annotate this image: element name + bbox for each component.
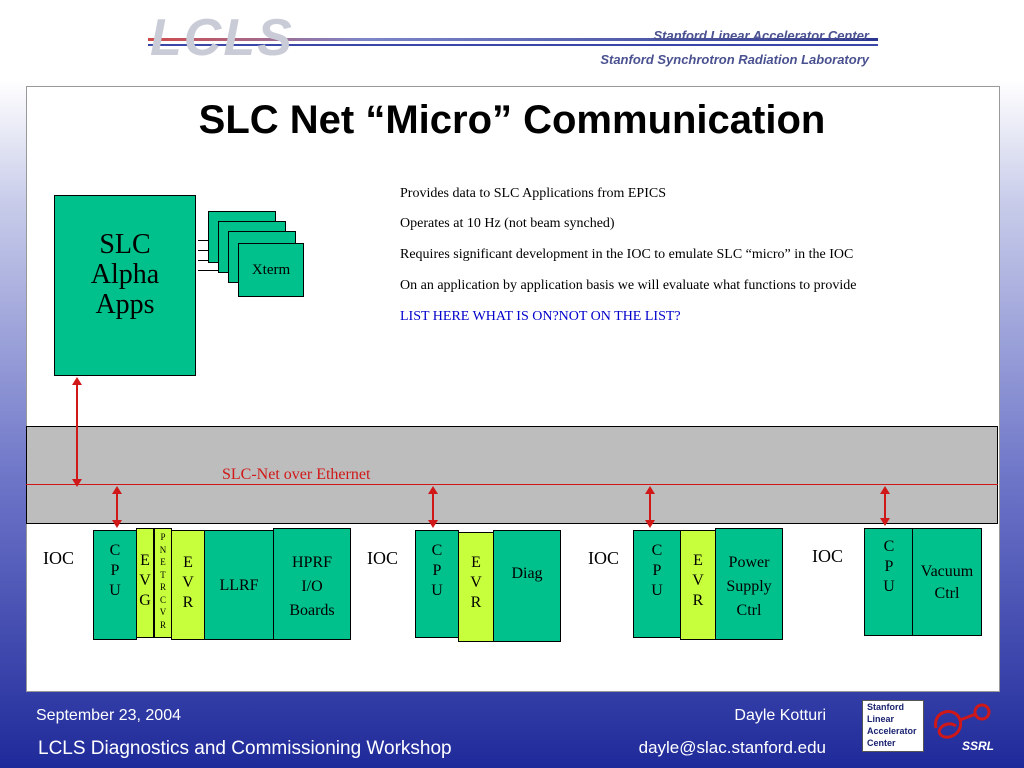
ioc-label: IOC: [43, 548, 74, 568]
bullet-2: Operates at 10 Hz (not beam synched): [400, 216, 615, 231]
ioc2-evr: E V R: [458, 532, 494, 642]
ioc1-llrf: LLRF: [204, 530, 274, 640]
ioc3-power-supply-ctrl: Power Supply Ctrl: [715, 528, 783, 640]
ethernet-line: [26, 484, 998, 485]
ioc4-cpu: C P U: [864, 528, 914, 636]
stanford-logo-line: Accelerator: [867, 726, 917, 736]
network-label: SLC-Net over Ethernet: [222, 466, 371, 483]
slc-alpha-apps-box: SLC Alpha Apps: [54, 195, 196, 376]
ioc1-pnet-rcvr: P N E T R C V R: [154, 528, 172, 638]
ioc3-evr: E V R: [680, 530, 716, 640]
footer-workshop: LCLS Diagnostics and Commissioning Workshop: [38, 738, 452, 759]
org-slac: Stanford Linear Accelerator Center: [653, 28, 869, 43]
network-band: [26, 426, 998, 524]
bullet-4: On an application by application basis we will evaluate what functions to provide: [400, 278, 857, 293]
ioc2-link: [432, 493, 434, 521]
ioc1-link: [116, 493, 118, 521]
ioc1-cpu: C P U: [93, 530, 137, 640]
ioc1-hprf-io-boards: HPRF I/O Boards: [273, 528, 351, 640]
ioc2-cpu: C P U: [415, 530, 459, 638]
ioc-label: IOC: [588, 548, 619, 568]
arrow-head-down: [645, 520, 655, 528]
ioc4-vacuum-ctrl: Vacuum Ctrl: [912, 528, 982, 636]
arrow-head-down: [72, 479, 82, 487]
ioc1-evg: E V G: [136, 528, 154, 638]
ssrl-logo: [926, 700, 998, 754]
ioc4-link: [884, 493, 886, 521]
footer-date: September 23, 2004: [36, 707, 181, 724]
arrow-head-down: [112, 520, 122, 528]
org-ssrl: Stanford Synchrotron Radiation Laboratory: [600, 52, 869, 67]
stanford-logo-line: Center: [867, 738, 896, 748]
ioc-label: IOC: [367, 548, 398, 568]
ioc-label: IOC: [812, 546, 843, 566]
stanford-logo: [862, 700, 924, 752]
xterm-box: Xterm: [238, 243, 304, 297]
arrow-head-down: [880, 518, 890, 526]
lcls-logo: LCLS: [150, 9, 294, 67]
ioc2-diag: Diag: [493, 530, 561, 642]
footer-email: dayle@slac.stanford.edu: [638, 738, 826, 757]
arrow-head-down: [428, 520, 438, 528]
footer-author: Dayle Kotturi: [734, 707, 826, 724]
ioc3-cpu: C P U: [633, 530, 681, 638]
ssrl-logo-text: SSRL: [962, 739, 995, 753]
slc-network-link: [76, 384, 78, 480]
ioc3-link: [649, 493, 651, 521]
bullet-3: Requires significant development in the IOC to emulate SLC “micro” in the IOC: [400, 247, 854, 262]
stanford-logo-line: Linear: [867, 714, 895, 724]
bullet-1: Provides data to SLC Applications from EPICS: [400, 186, 666, 201]
stanford-logo-line: Stanford: [867, 702, 904, 712]
ioc1-evr: E V R: [171, 530, 205, 640]
slide-title: SLC Net “Micro” Communication: [198, 98, 826, 142]
list-note: LIST HERE WHAT IS ON?NOT ON THE LIST?: [400, 309, 681, 324]
